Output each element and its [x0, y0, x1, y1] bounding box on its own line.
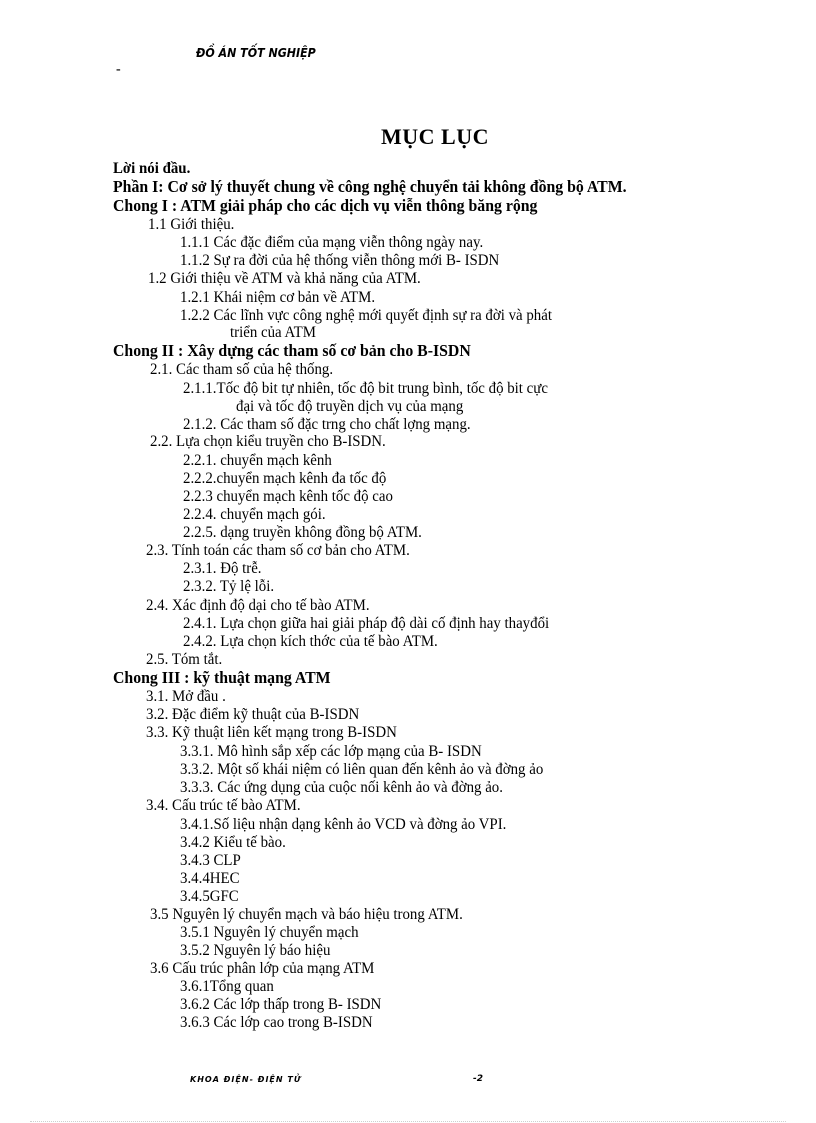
toc-line: 3.3.3. Các ứng dụng của cuộc nối kênh ảo và đờng ảo.	[180, 779, 503, 796]
toc-line: 1.2.1 Khái niệm cơ bản về ATM.	[180, 289, 376, 306]
toc-line: 2.2.5. dạng truyền không đồng bộ ATM.	[183, 524, 422, 541]
toc-line: 3.5.1 Nguyên lý chuyển mạch	[180, 924, 359, 941]
toc-line: 2.5. Tóm tắt.	[146, 651, 223, 668]
toc-title: MỤC LỤC	[381, 124, 489, 149]
toc-line: 2.2.3 chuyển mạch kênh tốc độ cao	[183, 488, 393, 505]
toc-line: 2.1. Các tham số của hệ thống.	[150, 361, 334, 378]
toc-line: 3.4.2 Kiểu tế bào.	[180, 834, 286, 851]
toc-line: 3.3.1. Mô hình sắp xếp các lớp mạng của B- ISDN	[180, 743, 482, 760]
toc-line: 2.4.1. Lựa chọn giữa hai giải pháp độ dài cố định hay thayđổi	[183, 615, 550, 632]
toc-line: 3.6 Cấu trúc phân lớp của mạng ATM	[150, 960, 375, 977]
toc-line: 3.6.1Tổng quan	[180, 978, 274, 995]
toc-line: 1.1.2 Sự ra đời của hệ thống viễn thông mới B- ISDN	[180, 252, 500, 269]
page-bottom-rule	[30, 1121, 786, 1122]
toc-line: 3.4.1.Số liệu nhận dạng kênh ảo VCD và đờng ảo VPI.	[180, 816, 507, 833]
toc-line: 3.4. Cấu trúc tế bào ATM.	[146, 797, 301, 814]
toc-line: 3.3.2. Một số khái niệm có liên quan đến kênh ảo và đờng ảo	[180, 761, 544, 778]
toc-line: 1.2.2 Các lĩnh vực công nghệ mới quyết định sự ra đời và phát	[180, 307, 552, 324]
toc-line: 3.6.2 Các lớp thấp trong B- ISDN	[180, 996, 382, 1013]
footer-faculty: KHOA ĐIỆN- ĐIỆN TỬ	[190, 1075, 302, 1084]
toc-line: 2.2.2.chuyển mạch kênh đa tốc độ	[183, 470, 387, 487]
toc-line-chapter-3: Chong III : kỹ thuật mạng ATM	[113, 668, 331, 687]
toc-line-chapter-1: Chong I : ATM giải pháp cho các dịch vụ viễn thông băng rộng	[113, 196, 538, 215]
toc-line: 3.5.2 Nguyên lý báo hiệu	[180, 942, 331, 959]
toc-line: 3.4.5GFC	[180, 888, 239, 905]
toc-line: 1.1.1 Các đặc điểm của mạng viễn thông ngày nay.	[180, 234, 484, 251]
toc-line-preface: Lời nói đầu.	[113, 160, 191, 177]
toc-line: 3.4.4HEC	[180, 870, 240, 887]
toc-line: 3.4.3 CLP	[180, 852, 241, 869]
toc-line: 2.3.2. Tỷ lệ lỗi.	[183, 578, 275, 595]
toc-line: 3.1. Mở đầu .	[146, 688, 226, 705]
toc-line-chapter-2: Chong II : Xây dựng các tham số cơ bản cho B-ISDN	[113, 341, 471, 360]
toc-line: 2.4. Xác định độ dại cho tế bào ATM.	[146, 597, 370, 614]
toc-line: đại và tốc độ truyền dịch vụ của mạng	[236, 398, 464, 415]
toc-line: 2.3.1. Độ trễ.	[183, 560, 262, 577]
toc-line: 2.2.1. chuyển mạch kênh	[183, 452, 332, 469]
toc-line: 1.2 Giới thiệu về ATM và khả năng của ATM.	[148, 270, 421, 287]
toc-line: 3.2. Đặc điểm kỹ thuật của B-ISDN	[146, 706, 360, 723]
toc-line: 2.1.2. Các tham số đặc trng cho chất lợng mạng.	[183, 416, 471, 433]
footer-page-number: -2	[473, 1074, 483, 1084]
toc-line: 3.5 Nguyên lý chuyển mạch và báo hiệu trong ATM.	[150, 906, 463, 923]
header-dash: -	[116, 62, 121, 77]
toc-line: 1.1 Giới thiệu.	[148, 216, 235, 233]
toc-line: 3.3. Kỹ thuật liên kết mạng trong B-ISDN	[146, 724, 397, 741]
toc-line: 2.1.1.Tốc độ bit tự nhiên, tốc độ bit trung bình, tốc độ bit cực	[183, 380, 548, 397]
toc-line-part-1: Phần I: Cơ sở lý thuyết chung về công nghệ chuyển tải không đồng bộ ATM.	[113, 177, 627, 196]
toc-line: 2.3. Tính toán các tham số cơ bản cho ATM.	[146, 542, 410, 559]
toc-line: triển của ATM	[230, 324, 316, 341]
toc-line: 2.2.4. chuyển mạch gói.	[183, 506, 326, 523]
toc-line: 2.2. Lựa chọn kiểu truyền cho B-ISDN.	[150, 433, 386, 450]
document-header-title: ĐỒ ÁN TỐT NGHIỆP	[196, 46, 316, 60]
toc-line: 2.4.2. Lựa chọn kích thớc của tế bào ATM.	[183, 633, 438, 650]
toc-line: 3.6.3 Các lớp cao trong B-ISDN	[180, 1014, 373, 1031]
